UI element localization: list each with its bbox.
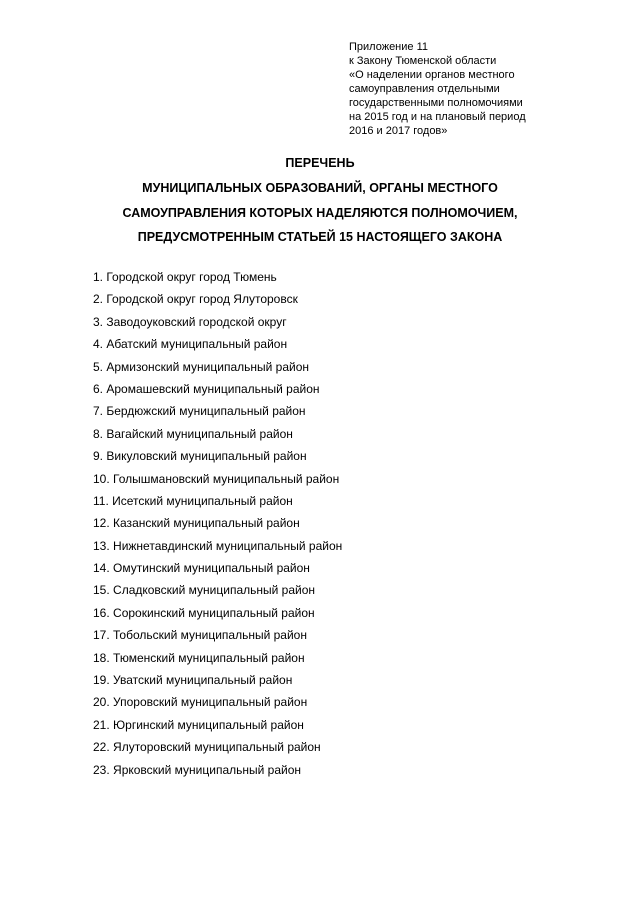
list-item-name: Тюменский муниципальный район (113, 650, 305, 665)
list-item (93, 605, 342, 627)
list-item-name: Казанский муниципальный район (113, 516, 300, 531)
list-item (93, 515, 342, 537)
list-item-name: Уватский муниципальный район (113, 673, 293, 688)
list-item-name: Упоровский муниципальный район (113, 695, 308, 710)
list-item-name: Аромашевский муниципальный район (106, 381, 320, 396)
list-item-number: 1. (93, 270, 104, 284)
list-item-number: 17. (93, 628, 110, 643)
list-item (93, 269, 342, 291)
annex-line: на 2015 год и на плановый период (349, 111, 526, 123)
list-item (93, 717, 342, 739)
list-item-number: 4. (93, 337, 104, 352)
list-item-number: 23. (93, 762, 110, 777)
list-item (93, 314, 342, 336)
list-item (93, 336, 342, 358)
municipality-list (93, 269, 342, 784)
list-item-number: 10. (93, 471, 110, 486)
list-item (93, 403, 342, 425)
list-item (93, 359, 342, 381)
list-item (93, 538, 342, 560)
list-item-number: 21. (93, 717, 110, 732)
list-item-number: 8. (93, 426, 104, 441)
list-item-name: Сорокинский муниципальный район (113, 605, 315, 620)
annex-line: 2016 и 2017 годов» (349, 125, 448, 137)
list-item-name: Городской округ город Тюмень (106, 270, 277, 284)
list-item (93, 560, 342, 582)
list-item-name: Бердюжский муниципальный район (106, 404, 306, 419)
list-item-number: 19. (93, 673, 110, 688)
list-item (93, 381, 342, 403)
list-item (93, 627, 342, 649)
annex-line: к Закону Тюменской области (349, 55, 497, 67)
list-item (93, 694, 342, 716)
title-line: ПЕРЕЧЕНЬ (285, 156, 355, 170)
list-item-number: 9. (93, 449, 104, 464)
list-item-number: 16. (93, 605, 110, 620)
list-item-number: 13. (93, 538, 110, 553)
list-item-number: 11. (93, 493, 109, 508)
list-item-number: 5. (93, 359, 104, 374)
list-item-name: Исетский муниципальный район (112, 493, 293, 508)
list-item-number: 3. (93, 314, 104, 329)
annex-header (349, 40, 589, 138)
list-item-number: 12. (93, 516, 110, 531)
list-item-name: Абатский муниципальный район (106, 337, 288, 352)
annex-line: Приложение 11 (349, 41, 428, 53)
list-item-number: 14. (93, 561, 110, 576)
list-item-number: 15. (93, 583, 110, 598)
list-item (93, 291, 342, 313)
list-item (93, 426, 342, 448)
list-item (93, 762, 342, 784)
list-item-name: Городской округ город Ялуторовск (106, 292, 298, 307)
list-item-name: Сладковский муниципальный район (113, 583, 316, 598)
list-item-number: 20. (93, 695, 110, 710)
list-item-name: Армизонский муниципальный район (106, 359, 310, 374)
annex-line: самоуправления отдельными (349, 83, 500, 95)
list-item-number: 6. (93, 381, 104, 396)
list-item (93, 739, 342, 761)
list-item (93, 582, 342, 604)
title-line: САМОУПРАВЛЕНИЯ КОТОРЫХ НАДЕЛЯЮТСЯ ПОЛНОМОЧИЕМ, (122, 206, 518, 220)
list-item-name: Ярковский муниципальный район (113, 762, 302, 777)
annex-line: государственными полномочиями (349, 97, 523, 109)
list-item-name: Нижнетавдинский муниципальный район (113, 538, 343, 553)
title-line: МУНИЦИПАЛЬНЫХ ОБРАЗОВАНИЙ, ОРГАНЫ МЕСТНОГО (142, 181, 498, 195)
list-item-name: Юргинский муниципальный район (113, 717, 304, 732)
list-item (93, 672, 342, 694)
list-item-name: Вагайский муниципальный район (106, 426, 293, 441)
list-item-number: 18. (93, 650, 110, 665)
list-item-name: Тобольский муниципальный район (113, 628, 307, 643)
list-item-name: Заводоуковский городской округ (106, 314, 287, 329)
list-item-number: 2. (93, 292, 104, 307)
list-item-number: 7. (93, 404, 104, 419)
list-item (93, 471, 342, 493)
annex-line: «О наделении органов местного (349, 69, 515, 81)
list-item-number: 22. (93, 740, 110, 755)
title-line: ПРЕДУСМОТРЕННЫМ СТАТЬЕЙ 15 НАСТОЯЩЕГО ЗАКОНА (137, 230, 503, 244)
list-item (93, 650, 342, 672)
list-item-name: Викуловский муниципальный район (106, 449, 307, 464)
list-item (93, 493, 342, 515)
list-item-name: Омутинский муниципальный район (113, 561, 310, 576)
list-item (93, 448, 342, 470)
list-item-name: Ялуторовский муниципальный район (113, 740, 321, 755)
list-item-name: Голышмановский муниципальный район (113, 471, 340, 486)
